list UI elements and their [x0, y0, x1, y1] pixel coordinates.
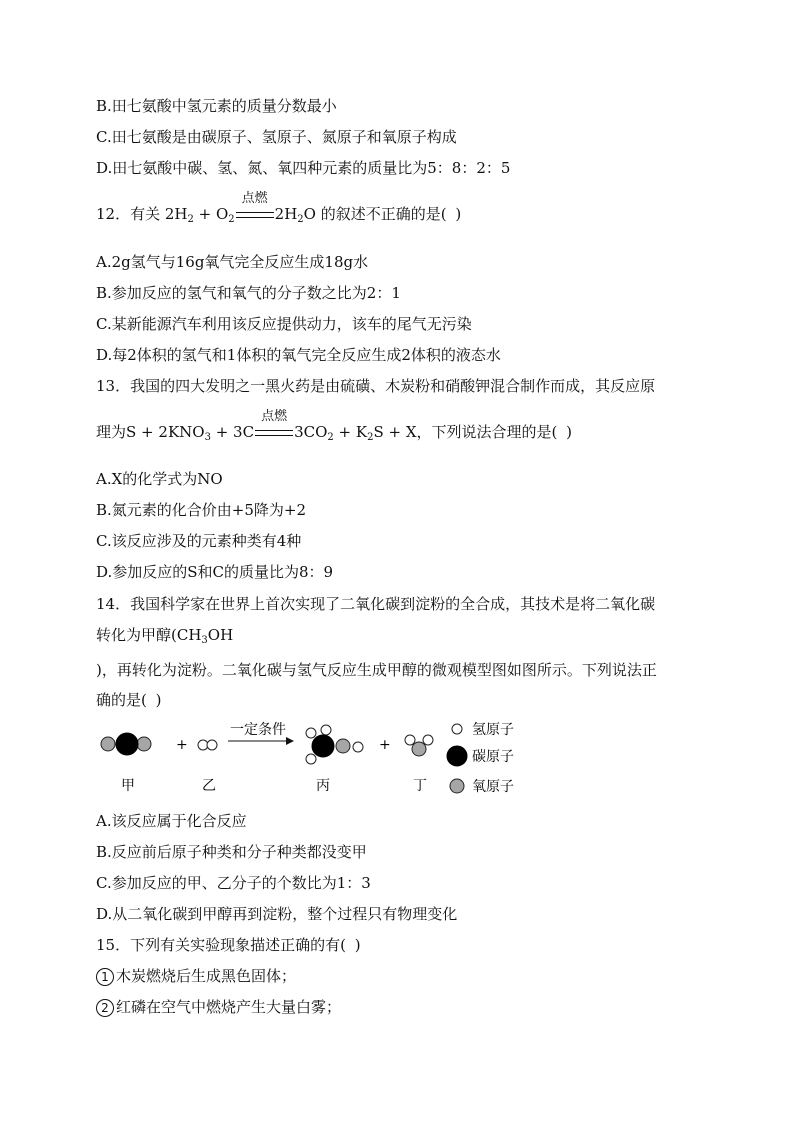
atom-carbon [312, 735, 334, 757]
line-q13-d: D.参加反应的S和C的质量比为8：9 [96, 563, 334, 581]
q13-condition: 点燃 [261, 409, 288, 424]
atom-oxygen [101, 737, 115, 751]
q13-prefix: 理为 [96, 423, 127, 441]
line-q15-stem [96, 935, 361, 955]
label-jia: 甲 [121, 778, 135, 794]
line-q13-b: B.氮元素的化合价由+5降为+2 [96, 501, 307, 519]
q12-number: 12．有关 [96, 205, 161, 223]
line-q14-c: C.参加反应的甲、乙分子的个数比为1：3 [96, 874, 371, 892]
line-q11-b: B.田七氨酸中氢元素的质量分数最小 [96, 97, 337, 115]
q14-methanol-formula: $CH_3OH$ [176, 626, 234, 646]
q12-condition: 点燃 [241, 191, 268, 206]
q12-close: ) [455, 205, 462, 223]
legend-hydrogen-label: 氢原子 [472, 722, 514, 738]
line-q15-item-2 [96, 997, 341, 1017]
q13-suffix: ，下列说法合理的是( [416, 423, 558, 441]
line-q12-a: A.2g氢气与16g氧气完全反应生成18g水 [96, 253, 369, 271]
line-q14-stem-2 [96, 625, 233, 645]
line-q12-stem [96, 191, 462, 225]
atom-hydrogen [423, 735, 433, 745]
q12-equation: $2H_2 + O_2$ 点燃 $2H_2O$ [164, 191, 316, 225]
q15-item-1-text: 木炭燃烧后生成黑色固体； [116, 967, 297, 985]
q14-stem-4-text: 确的是( [96, 691, 147, 709]
molecule-ding [405, 735, 433, 756]
reaction-diagram [96, 716, 536, 798]
legend-oxygen-swatch [450, 779, 464, 793]
line-q14-stem-4 [96, 690, 162, 710]
molecule-bing [306, 725, 363, 764]
atom-oxygen [412, 742, 426, 756]
atom-hydrogen [321, 725, 331, 735]
line-q11-d: D.田七氨酸中碳、氢、氮、氧四种元素的质量比为5：8：2：5 [96, 159, 511, 177]
line-q14-d: D.从二氧化碳到甲醇再到淀粉，整个过程只有物理变化 [96, 905, 458, 923]
line-q14-stem-1: 14．我国科学家在世界上首次实现了二氧化碳到淀粉的全合成，其技术是将二氧化碳 [96, 595, 656, 613]
q12-suffix: 的叙述不正确的是( [320, 205, 447, 223]
label-ding: 丁 [413, 778, 427, 794]
line-q14-a: A.该反应属于化合反应 [96, 812, 247, 830]
atom-hydrogen [405, 735, 415, 745]
legend-carbon-label: 碳原子 [472, 749, 514, 765]
arrow-head [286, 737, 294, 745]
q14-stem-2-prefix: 转化为甲醇( [96, 626, 177, 644]
line-q13-stem-2 [96, 409, 573, 443]
q15-item-2-text: 红磷在空气中燃烧产生大量白雾； [116, 998, 342, 1016]
line-q12-d: D.每2体积的氢气和1体积的氧气完全反应生成2体积的液态水 [96, 346, 501, 364]
line-q12-b: B.参加反应的氢气和氧气的分子数之比为2：1 [96, 284, 401, 302]
line-q13-a: A.X的化学式为NO [96, 470, 223, 488]
atom-carbon [116, 733, 138, 755]
reaction-condition: 一定条件 [230, 722, 286, 738]
plus-sign-2: + [379, 737, 391, 753]
label-yi: 乙 [202, 778, 216, 794]
line-q14-stem-3: )，再转化为淀粉。二氧化碳与氢气反应生成甲醇的微观模型图如图所示。下列说法正 [96, 661, 657, 679]
molecule-jia [101, 733, 151, 755]
q15-stem-text: 15．下列有关实验现象描述正确的有( [96, 936, 346, 954]
q15-close: ) [354, 936, 361, 954]
line-q13-c: C.该反应涉及的元素种类有4种 [96, 532, 302, 550]
legend-carbon-swatch [447, 746, 467, 766]
atom-hydrogen [306, 754, 316, 764]
line-q15-item-1 [96, 966, 296, 986]
line-q13-stem-1: 13．我国的四大发明之一黑火药是由硫磺、木炭粉和硝酸钾混合制作而成，其反应原 [96, 377, 656, 395]
legend [447, 722, 514, 795]
atom-oxygen [336, 739, 350, 753]
molecule-yi [198, 740, 217, 750]
atom-hydrogen [353, 742, 363, 752]
line-q11-c: C.田七氨酸是由碳原子、氢原子、氮原子和氧原子构成 [96, 128, 457, 146]
atom-hydrogen [207, 740, 217, 750]
circled-number-2: 2 [96, 999, 114, 1017]
legend-hydrogen-swatch [452, 724, 462, 734]
legend-oxygen-label: 氧原子 [472, 779, 514, 795]
q13-equation: $S + 2KNO_3 + 3C$ 点燃 $3CO_2 + K_2S + X$ [126, 409, 417, 443]
q13-close: ) [566, 423, 573, 441]
label-bing: 丙 [316, 778, 330, 794]
circled-number-1: 1 [96, 968, 114, 986]
line-q12-c: C.某新能源汽车利用该反应提供动力，该车的尾气无污染 [96, 315, 472, 333]
line-q14-b: B.反应前后原子种类和分子种类都没变甲 [96, 843, 367, 861]
q14-close: ) [155, 691, 162, 709]
plus-sign-1: + [176, 737, 188, 753]
atom-oxygen [137, 737, 151, 751]
atom-hydrogen [306, 728, 316, 738]
